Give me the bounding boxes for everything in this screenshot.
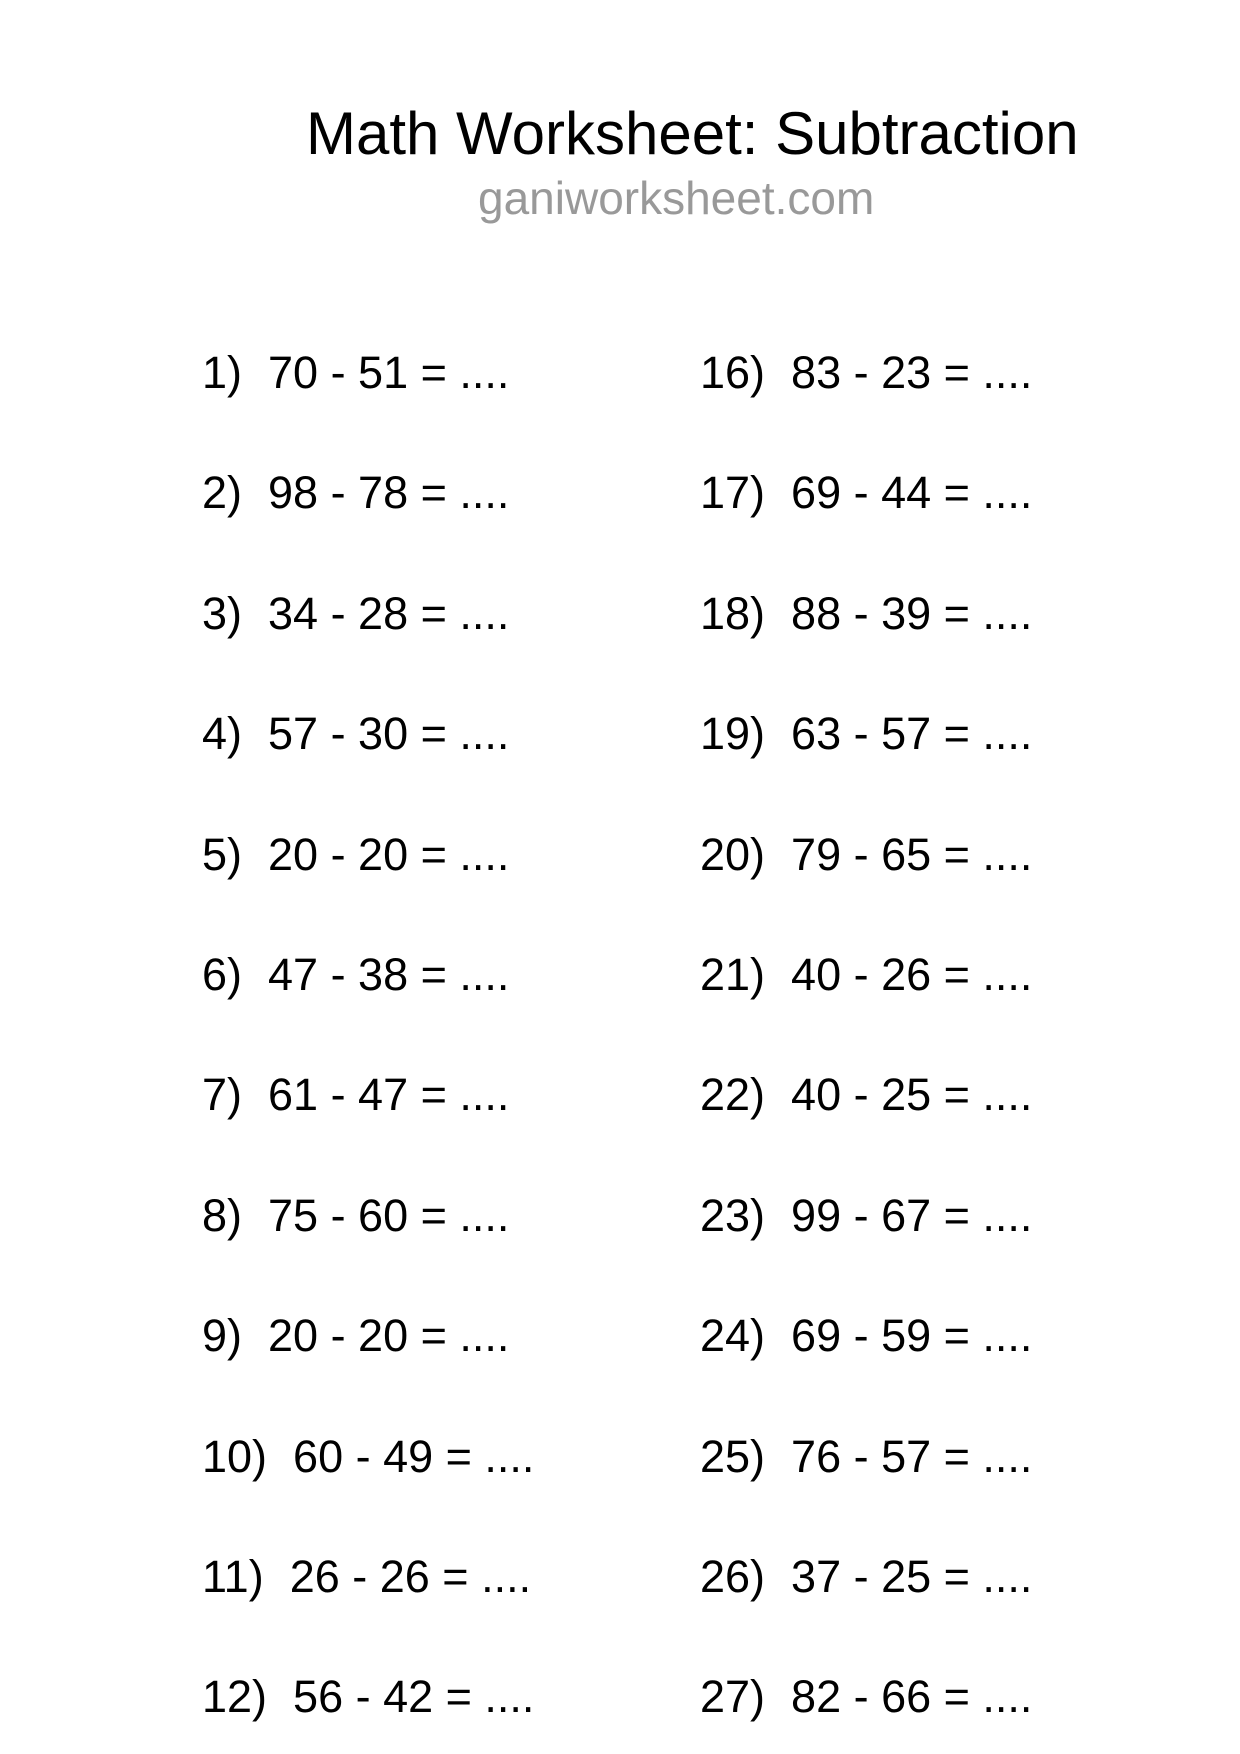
problem-row	[202, 588, 510, 639]
problem-number: 11)	[202, 1551, 264, 1602]
problem-number: 19)	[700, 708, 766, 759]
problem-number: 5)	[202, 829, 243, 880]
problem-expression: 57 - 30 = ....	[268, 708, 510, 759]
problem-row	[202, 467, 510, 518]
problem-number: 20)	[700, 829, 766, 880]
problem-expression: 69 - 59 = ....	[791, 1310, 1033, 1361]
problem-expression: 76 - 57 = ....	[791, 1431, 1033, 1482]
problem-row	[202, 1310, 510, 1361]
problems-column-right	[700, 347, 1240, 1754]
problem-expression: 98 - 78 = ....	[268, 467, 510, 518]
problem-number: 8)	[202, 1190, 243, 1241]
site-name: ganiworksheet.com	[478, 172, 875, 224]
problem-expression: 20 - 20 = ....	[268, 1310, 510, 1361]
problem-number: 27)	[700, 1671, 766, 1722]
problem-row	[700, 949, 1033, 1000]
problem-expression: 99 - 67 = ....	[791, 1190, 1033, 1241]
problem-number: 12)	[202, 1671, 268, 1722]
problem-number: 18)	[700, 588, 766, 639]
problem-expression: 40 - 25 = ....	[791, 1069, 1033, 1120]
problem-row	[202, 1069, 510, 1120]
problem-row	[202, 1190, 510, 1241]
problem-number: 6)	[202, 949, 243, 1000]
problem-number: 10)	[202, 1431, 268, 1482]
problem-row	[700, 588, 1033, 639]
problem-expression: 34 - 28 = ....	[268, 588, 510, 639]
problem-row	[202, 829, 510, 880]
problem-expression: 79 - 65 = ....	[791, 829, 1033, 880]
problem-expression: 56 - 42 = ....	[293, 1671, 535, 1722]
problem-number: 2)	[202, 467, 243, 518]
problem-row	[700, 1310, 1033, 1361]
problem-number: 25)	[700, 1431, 766, 1482]
problems-column-left	[202, 347, 702, 1754]
problem-expression: 69 - 44 = ....	[791, 467, 1033, 518]
problem-expression: 61 - 47 = ....	[268, 1069, 510, 1120]
problem-number: 22)	[700, 1069, 766, 1120]
problem-number: 9)	[202, 1310, 243, 1361]
problem-row	[700, 467, 1033, 518]
problem-expression: 88 - 39 = ....	[791, 588, 1033, 639]
problem-number: 1)	[202, 347, 243, 398]
problem-row	[202, 1671, 535, 1722]
problem-row	[700, 829, 1033, 880]
problem-row	[700, 1431, 1033, 1482]
problem-row	[202, 1551, 532, 1602]
problem-row	[202, 708, 510, 759]
problem-row	[700, 1671, 1033, 1722]
problem-expression: 70 - 51 = ....	[268, 347, 510, 398]
problem-expression: 20 - 20 = ....	[268, 829, 510, 880]
problem-number: 21)	[700, 949, 766, 1000]
problem-expression: 60 - 49 = ....	[293, 1431, 535, 1482]
problem-expression: 75 - 60 = ....	[268, 1190, 510, 1241]
problem-row	[700, 1069, 1033, 1120]
problem-expression: 83 - 23 = ....	[791, 347, 1033, 398]
problem-row	[700, 347, 1033, 398]
problem-number: 26)	[700, 1551, 766, 1602]
problem-row	[700, 708, 1033, 759]
problem-number: 4)	[202, 708, 243, 759]
problem-number: 23)	[700, 1190, 766, 1241]
problem-number: 3)	[202, 588, 243, 639]
problem-number: 17)	[700, 467, 766, 518]
problem-row	[700, 1190, 1033, 1241]
problem-number: 16)	[700, 347, 766, 398]
problem-row	[202, 1431, 535, 1482]
problem-expression: 47 - 38 = ....	[268, 949, 510, 1000]
problem-expression: 37 - 25 = ....	[791, 1551, 1033, 1602]
problem-expression: 40 - 26 = ....	[791, 949, 1033, 1000]
problem-row	[202, 949, 510, 1000]
problem-expression: 63 - 57 = ....	[791, 708, 1033, 759]
problem-row	[202, 347, 510, 398]
problem-expression: 26 - 26 = ....	[289, 1551, 532, 1602]
problem-row	[700, 1551, 1033, 1602]
problem-number: 7)	[202, 1069, 243, 1120]
problem-expression: 82 - 66 = ....	[791, 1671, 1033, 1722]
page-title: Math Worksheet: Subtraction	[306, 100, 1079, 167]
problem-number: 24)	[700, 1310, 766, 1361]
